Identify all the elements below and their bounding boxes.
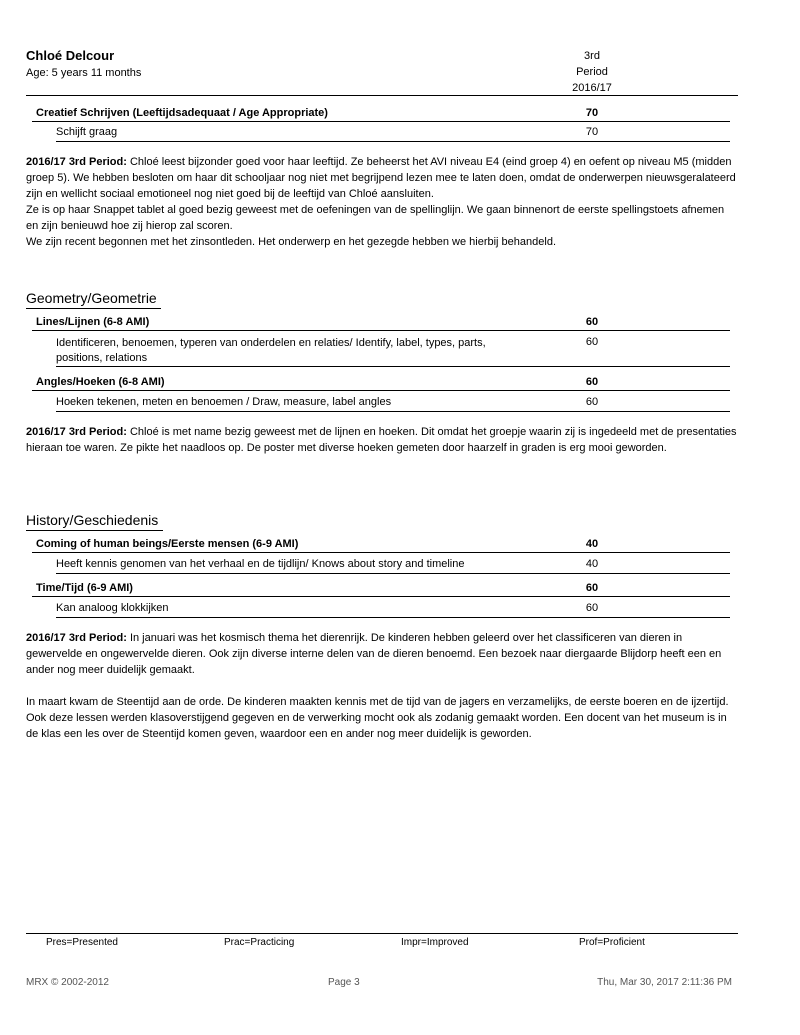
history-time-underline bbox=[32, 596, 730, 597]
history-time-label: Time/Tijd (6-9 AMI) bbox=[36, 582, 133, 594]
history-time-score: 60 bbox=[585, 582, 599, 594]
geometry-title-text: Geometry/Geometrie bbox=[26, 290, 157, 306]
geometry-comment-text: Chloé is met name bezig geweest met de lijnen en hoeken. Dit omdat het groepje waarin zij is ingedeeld met de presentaties hieraan toe waren. Ze pikte het naadloos op. De poster met diverse hoeken gemeten door haarzelf in graden is erg mooi geworden. bbox=[26, 426, 737, 454]
period-line-3: 2016/17 bbox=[572, 82, 612, 94]
period-line-2: Period bbox=[576, 66, 608, 78]
history-coming-sub-label: Heeft kennis genomen van het verhaal en de tijdlijn/ Knows about story and timeline bbox=[56, 558, 465, 570]
geometry-comment-prefix: 2016/17 3rd Period: bbox=[26, 426, 127, 438]
legend-improved: Impr=Improved bbox=[401, 937, 469, 948]
geometry-lines-label: Lines/Lijnen (6-8 AMI) bbox=[36, 316, 150, 328]
geometry-lines-underline bbox=[32, 330, 730, 331]
creatief-main-label: Creatief Schrijven (Leeftijdsadequaat / Age Appropriate) bbox=[36, 107, 328, 119]
history-comment-text: In januari was het kosmisch thema het dierenrijk. De kinderen hebben geleerd over het classificeren van dieren in gewervelde en ongewervelde dieren. Ook zijn diverse interne delen van de dieren benoemd. Een bezoek naar diergaarde Blijdorp heeft een en ander nog meer duidelijk gemaakt. bbox=[26, 632, 722, 676]
history-comment bbox=[26, 630, 738, 742]
period-header bbox=[560, 48, 624, 96]
period-line-1: 3rd bbox=[584, 50, 600, 62]
history-coming-label: Coming of human beings/Eerste mensen (6-9 AMI) bbox=[36, 538, 299, 550]
history-time-sub-label: Kan analoog klokkijken bbox=[56, 602, 169, 614]
creatief-comment-line-3: We zijn recent begonnen met het zinsontleden. Het onderwerp en het gezegde hebben we hierbij behandeld. bbox=[26, 236, 556, 248]
geometry-comment bbox=[26, 424, 738, 456]
geometry-lines-sub-score: 60 bbox=[585, 336, 599, 348]
footer-copyright: MRX © 2002-2012 bbox=[26, 977, 109, 988]
student-age: Age: 5 years 11 months bbox=[26, 67, 142, 79]
geometry-angles-underline bbox=[32, 390, 730, 391]
geometry-section-title bbox=[26, 290, 157, 306]
footer-page-number: Page 3 bbox=[328, 977, 360, 988]
geometry-angles-sub-underline bbox=[56, 411, 730, 412]
geometry-lines-sub-underline bbox=[56, 366, 730, 367]
history-section-title bbox=[26, 512, 158, 528]
legend-practicing: Prac=Practicing bbox=[224, 937, 295, 948]
creatief-main-underline bbox=[32, 121, 730, 122]
footer-timestamp: Thu, Mar 30, 2017 2:11:36 PM bbox=[597, 977, 732, 988]
history-time-sub-score: 60 bbox=[585, 602, 599, 614]
creatief-sub-underline bbox=[56, 141, 730, 142]
creatief-sub-score: 70 bbox=[585, 126, 599, 138]
creatief-comment-line-2: Ze is op haar Snappet tablet al goed bezig geweest met de oefeningen van de spellinglijn. We gaan binnenort de eerste spellingstoets afnemen en zijn benieuwd hoe zij hierop zal scoren. bbox=[26, 204, 725, 232]
geometry-angles-score: 60 bbox=[585, 376, 599, 388]
history-title-text: History/Geschiedenis bbox=[26, 512, 159, 528]
creatief-comment-line-1: Chloé leest bijzonder goed voor haar leeftijd. Ze beheerst het AVI niveau E4 (eind groep 4) en oefent op niveau M5 (midden groep 5). We hebben besloten om haar dit schooljaar nog niet met begrijpend lezen mee te laten doen, omdat de onderwerpen nieuwsgeralateerd zijn en wellicht sociaal emotioneel nog niet goed bij de leeftijd van Chloé aansluiten. bbox=[26, 156, 736, 200]
history-comment-prefix: 2016/17 3rd Period: bbox=[26, 632, 127, 644]
creatief-comment-prefix: 2016/17 3rd Period: bbox=[26, 156, 127, 168]
geometry-title-underline bbox=[26, 308, 161, 309]
creatief-comment bbox=[26, 154, 738, 250]
history-coming-sub-underline bbox=[56, 573, 730, 574]
creatief-sub-label: Schijft graag bbox=[56, 126, 118, 138]
legend-divider bbox=[26, 933, 738, 934]
legend-presented: Pres=Presented bbox=[46, 937, 118, 948]
student-name: Chloé Delcour bbox=[26, 48, 115, 63]
geometry-lines-sub-line-2: positions, relations bbox=[56, 352, 148, 364]
history-coming-underline bbox=[32, 552, 730, 553]
history-coming-sub-score: 40 bbox=[585, 558, 599, 570]
geometry-lines-score: 60 bbox=[585, 316, 599, 328]
geometry-angles-sub-score: 60 bbox=[585, 396, 599, 408]
history-time-sub-underline bbox=[56, 617, 730, 618]
geometry-angles-sub-label: Hoeken tekenen, meten en benoemen / Draw, measure, label angles bbox=[56, 396, 392, 408]
history-comment-text-2: In maart kwam de Steentijd aan de orde. De kinderen maakten kennis met de tijd van de jagers en verzamelijks, de eerste boeren en de ijzertijd. Ook deze lessen werden klasoverstijgend gegeven en de verwerking mocht ook als zodanig gemaakt worden. Een docent van het museum is in de klas een les over de Steentijd komen geven, waardoor een en ander nog meer duidelijk is geworden. bbox=[26, 696, 729, 740]
creatief-main-score: 70 bbox=[585, 107, 599, 119]
history-title-underline bbox=[26, 530, 163, 531]
header-divider bbox=[26, 95, 738, 96]
history-coming-score: 40 bbox=[585, 538, 599, 550]
geometry-lines-sub-line-1: Identificeren, benoemen, typeren van onderdelen en relaties/ Identify, label, types, parts, bbox=[56, 337, 486, 349]
geometry-angles-label: Angles/Hoeken (6-8 AMI) bbox=[36, 376, 165, 388]
geometry-lines-sub-label bbox=[56, 336, 486, 366]
legend-proficient: Prof=Proficient bbox=[579, 937, 645, 948]
